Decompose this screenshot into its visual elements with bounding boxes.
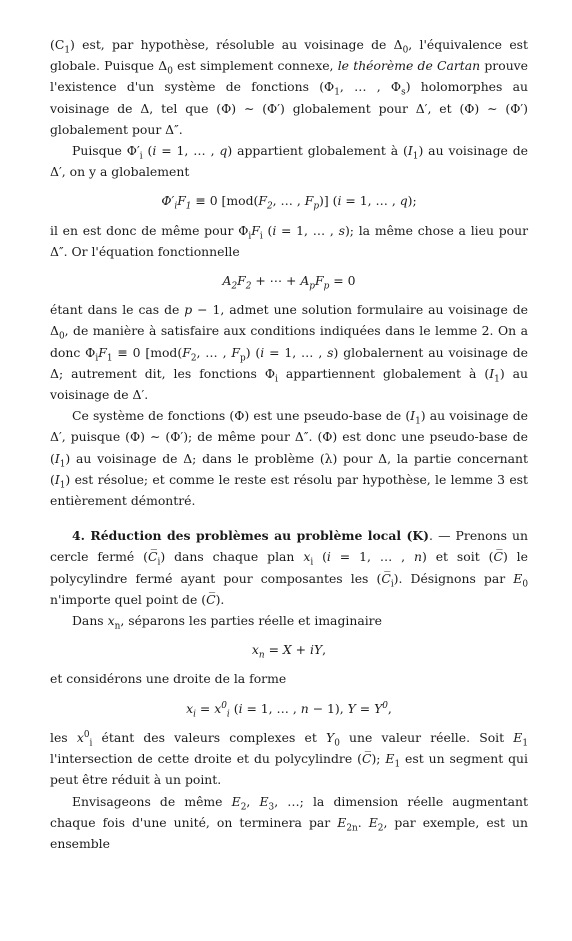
paragraph (50, 668, 528, 689)
text-run: les (50, 729, 77, 745)
text-run: C̅ (493, 549, 503, 565)
text-run: , … , (196, 344, 232, 360)
text-run: ) au voisinage de Δ′, puisque (Φ) ∼ (Φ′); de même pour Δ″. (Φ) est donc une pseudo-base de ( (50, 408, 528, 466)
paragraph (50, 140, 528, 182)
text-run: x (107, 613, 115, 629)
text-run: ) holomorphes au voisinage de Δ, tel que (Φ) ∼ (Φ′) globalement pour Δ′, et (Φ) ∼ (Φ′) globalement pour Δ″. (50, 79, 528, 137)
text-run: le théorème de Cartan (337, 58, 481, 74)
text-run: , …; la dimension réelle augmentant chaque fois d'une unité, on terminera par (50, 793, 528, 830)
text-run: ( (262, 222, 273, 238)
subscript: 0 (522, 579, 528, 590)
text-run: = (195, 700, 215, 716)
section-spacer (50, 511, 528, 525)
paragraph (50, 610, 528, 631)
text-run: X (282, 642, 292, 658)
text-run: q (399, 193, 408, 209)
subscript: p (323, 281, 330, 292)
subscript: 1 (522, 738, 528, 749)
text-run: + ⋯ + (251, 273, 301, 289)
subscript: 2 (266, 201, 273, 212)
text-run: ) appartient globalement à ( (227, 143, 408, 159)
text-run: = 1, … , (341, 193, 400, 209)
subscript: 1 (185, 201, 192, 212)
text-run: A (222, 273, 232, 289)
text-run: Dans (72, 613, 108, 629)
text-run: Puisque Φ′ (72, 143, 140, 159)
text-run: ) est, par hypothèse, résoluble au voisinage de Δ (70, 37, 403, 52)
text-run: ) dans chaque plan (160, 549, 304, 565)
text-run: E (337, 814, 347, 830)
subscript: 2 (245, 281, 252, 292)
subscript: i (310, 557, 314, 568)
text-run: x (303, 549, 311, 565)
text-run: est un segment qui peut être réduit à un point. (50, 751, 529, 788)
subscript: 1 (415, 416, 421, 427)
section-title: 4. Réduction des problèmes au problème local (K) (72, 528, 430, 544)
subscript: i (259, 231, 263, 242)
text-run: F (304, 193, 314, 209)
text-run: i (260, 344, 265, 360)
text-run: ) au voisinage de Δ′. (50, 365, 529, 403)
text-run: = (264, 642, 283, 658)
subscript: n (114, 621, 121, 632)
subscript: s (401, 87, 406, 98)
page-body (50, 34, 528, 854)
superscript: 0 (83, 729, 90, 740)
text-run: A (300, 273, 310, 289)
display-equation (50, 698, 528, 719)
text-run: Φ′ (161, 193, 175, 209)
text-run: E (368, 814, 378, 830)
subscript: i (139, 151, 143, 162)
text-run: ) globalernent au voisinage de Δ; autrement dit, les fonctions Φ (50, 344, 529, 381)
subscript: i (95, 353, 99, 364)
text-run: I (410, 408, 416, 424)
text-run: étant des valeurs complexes et (92, 729, 326, 745)
subscript: p (240, 353, 246, 364)
superscript: 0 (221, 700, 227, 711)
text-run: ); la même chose a lieu pour Δ″. Or l'équation fonctionnelle (50, 222, 528, 259)
text-run: − 1), (308, 700, 348, 716)
text-run: , séparons les parties réelle et imaginaire (120, 613, 382, 629)
subscript: 2 (240, 801, 247, 812)
subscript: i (193, 709, 196, 720)
subscript: 2n (346, 823, 358, 834)
text-run: E (231, 793, 241, 809)
paragraph (50, 34, 528, 140)
paragraph (50, 791, 528, 855)
text-run: I (54, 450, 60, 466)
text-run: s (338, 222, 345, 238)
display-equation (50, 190, 528, 211)
text-run: E (385, 751, 395, 767)
text-run: ); (371, 751, 386, 767)
subscript: p (313, 201, 320, 212)
subscript: 0 (58, 331, 65, 342)
text-run: F (177, 193, 186, 209)
text-run: , l'équivalence est globale. Puisque Δ (50, 37, 528, 74)
subscript: 2 (190, 353, 197, 364)
text-run: C̅ (361, 751, 372, 767)
text-run: F (237, 273, 246, 289)
subscript: i (390, 579, 394, 590)
text-run: . — Prenons un cercle fermé ( (50, 528, 528, 565)
text-run: i (152, 143, 157, 159)
subscript: i (275, 374, 278, 385)
text-run: ) est résolue; et comme le reste est résolu par hypothèse, le lemme 3 est entièrement démontré. (50, 471, 528, 509)
subscript: 1 (412, 151, 419, 162)
text-run: ( (142, 143, 153, 159)
text-run: F (258, 193, 267, 209)
text-run: i (337, 193, 342, 209)
text-run: + (291, 642, 310, 658)
text-run: Y (374, 700, 383, 716)
subscript: p (309, 281, 315, 292)
superscript: 0 (382, 700, 388, 711)
text-run: = 0 (329, 273, 356, 289)
text-run: n'importe quel point de ( (50, 591, 207, 607)
subscript: i (89, 738, 93, 749)
text-run: ≡ 0 [mod( (112, 344, 183, 360)
text-run: ). (215, 591, 225, 607)
subscript: 1 (106, 353, 113, 364)
text-run: , (322, 642, 327, 658)
text-run: , par exemple, est un ensemble (50, 814, 528, 851)
text-run: E (259, 793, 269, 809)
subscript: 1 (394, 759, 401, 770)
text-run: ) au voisinage de Δ; dans le problème (λ) pour Δ, la partie concernant ( (50, 450, 528, 487)
subscript: 3 (268, 801, 275, 812)
text-run: )] ( (319, 193, 338, 209)
text-run: C̅ (148, 549, 158, 565)
text-run: C̅ (381, 570, 391, 586)
paragraph (50, 727, 528, 791)
text-run: , … , Φ (339, 79, 402, 95)
text-run: − 1, admet une solution formulaire au voisinage de Δ (50, 302, 528, 339)
subscript: i (248, 231, 252, 242)
subscript: 0 (334, 738, 340, 749)
text-run: x (214, 700, 222, 716)
subscript: 2 (231, 281, 238, 292)
subscript: 1 (494, 374, 500, 385)
paragraph (50, 220, 528, 262)
text-run: étant dans le cas de (50, 302, 185, 318)
text-run: F (231, 344, 240, 360)
subscript: i (157, 557, 161, 568)
subscript: i (226, 709, 230, 720)
text-run: ( (229, 700, 239, 716)
text-run: , de manière à satisfaire aux conditions indiquées dans le lemme 2. On a donc Φ (50, 323, 528, 360)
text-run: i (272, 222, 277, 238)
subscript: 1 (59, 480, 66, 491)
subscript: i (174, 201, 178, 212)
text-run: ) et soit ( (421, 549, 494, 565)
text-run: = 1, … , (156, 143, 220, 159)
text-run: s (327, 344, 334, 360)
text-run: F (182, 344, 191, 360)
text-run: C̅ (206, 591, 216, 607)
text-run: p (184, 302, 193, 318)
text-run: Y (347, 700, 356, 716)
text-run: et considérons une droite de la forme (50, 671, 287, 687)
subscript: 1 (64, 45, 70, 56)
text-run: ≡ 0 [mod( (191, 193, 259, 209)
subscript: 2 (377, 823, 384, 834)
text-run: x (186, 700, 194, 716)
text-run: ) au voisinage de Δ′, on y a globalement (50, 143, 528, 180)
text-run: il en est donc de même pour Φ (50, 222, 249, 238)
text-run: ) ( (245, 344, 261, 360)
text-run: i (238, 700, 243, 716)
text-run: appartiennent globalement à ( (277, 365, 490, 381)
text-run: iY (310, 642, 323, 658)
subscript: 0 (167, 66, 173, 77)
text-run: I (54, 471, 60, 487)
text-run: = (355, 700, 375, 716)
text-run: , (246, 793, 260, 809)
text-run: F (251, 222, 260, 238)
text-run: I (489, 365, 495, 381)
display-equation (50, 270, 528, 291)
display-equation (50, 639, 528, 660)
text-run: = 1, … , (242, 700, 301, 716)
text-run: = 1, … , (330, 549, 414, 565)
text-run: l'intersection de cette droite et du polycylindre ( (50, 751, 362, 767)
text-run: Y (326, 729, 335, 745)
text-run: n (300, 700, 309, 716)
text-run: ). Désignons par (393, 570, 514, 586)
text-run: (C (50, 37, 65, 52)
text-run: q (219, 143, 228, 159)
subscript: 1 (59, 459, 66, 470)
text-run: Ce système de fonctions (Φ) est une pseudo-base de ( (72, 408, 411, 424)
subscript: n (258, 650, 265, 661)
text-run: E (513, 729, 523, 745)
paragraph (50, 405, 528, 511)
subscript: 0 (402, 45, 409, 56)
text-run: = 1, … , (276, 222, 339, 238)
text-run: . (357, 814, 369, 830)
subscript: 1 (334, 87, 340, 98)
text-run: ); (407, 193, 417, 209)
text-run: prouve l'existence d'un système de fonctions (Φ (50, 58, 529, 95)
text-run: i (326, 549, 331, 565)
text-run: x (76, 729, 84, 745)
text-run: n (413, 549, 422, 565)
paragraph (50, 299, 528, 405)
text-run: E (513, 570, 523, 586)
text-run: Envisageons de même (72, 793, 232, 809)
text-run: F (98, 344, 107, 360)
text-run: = 1, … , (264, 344, 328, 360)
paragraph (50, 525, 528, 610)
text-run: , … , (272, 193, 305, 209)
text-run: F (315, 273, 324, 289)
text-run: ) le polycylindre fermé ayant pour composantes les ( (50, 549, 528, 586)
text-run: une valeur réelle. Soit (339, 729, 514, 745)
text-run: ( (313, 549, 327, 565)
text-run: , (387, 700, 392, 716)
text-run: est simplement connexe, (172, 58, 338, 74)
text-run: x (251, 642, 259, 658)
text-run: I (407, 143, 413, 159)
